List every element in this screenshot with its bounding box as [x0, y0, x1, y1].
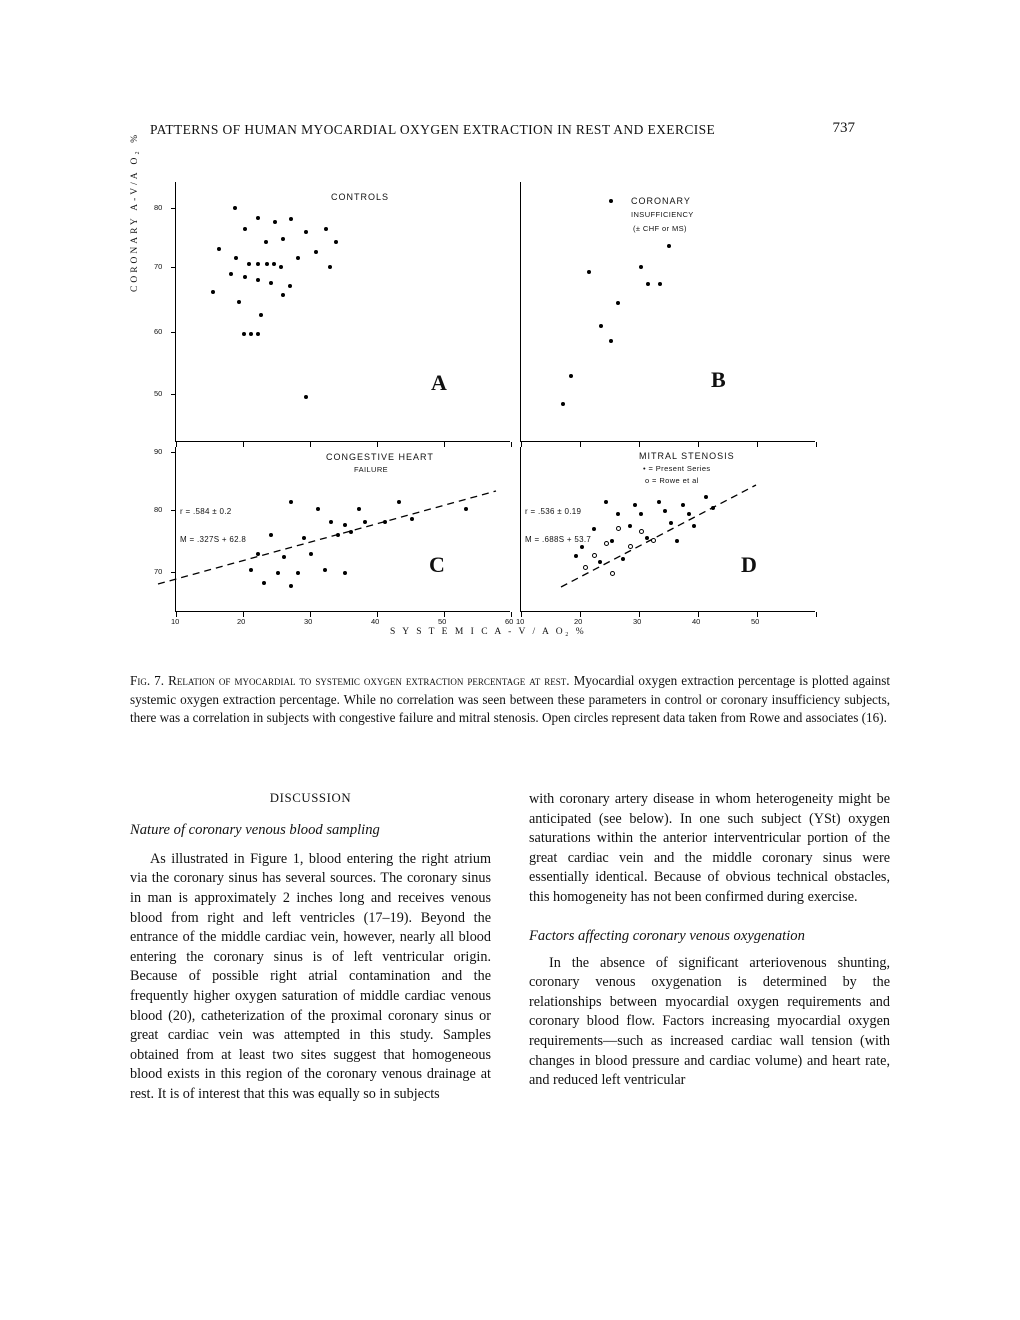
figure-caption-label: Fig. 7.: [130, 673, 165, 688]
panel-d-xtick-40: 40: [692, 617, 701, 626]
panel-c-correlation: r = .584 ± 0.2: [180, 507, 232, 516]
subheading-sampling: Nature of coronary venous blood sampling: [130, 821, 380, 838]
panel-d-correlation: r = .536 ± 0.19: [525, 507, 582, 516]
paragraph-factors: In the absence of significant arteriovenous shunting, coronary venous oxygenation is determined by the relationships between myocardial oxygen requirements and coronary blood flow. Factors increasing myocardial oxygen requirements—such as increased cardiac wall tension (with changes in blood pressure and cardiac volume) and heart rate, and reduced left ventricular: [529, 954, 890, 1089]
paragraph-sampling: As illustrated in Figure 1, blood entering the right atrium via the coronary sinus has several sources. The coronary sinus in man is approximately 2 inches long and receives venous blood from right and left ventricles (17–19). Beyond the entrance of the middle cardiac vein, however, nearly all blood entering the coronary sinus is of left ventricular origin. Because of possible right atrial contamination and the frequently higher oxygen saturation of middle cardiac venous blood (20), catheterization of the proximal coronary sinus or great cardiac vein was attempted in this study. Samples obtained from at least two sites suggest that homogeneous blood exists in this region of the coronary venous drainage at rest. It is of interest that this was equally so in subjects: [130, 850, 491, 1102]
subheading-factors: Factors affecting coronary venous oxygenation: [529, 927, 805, 944]
figure-caption-text: Myocardial oxygen extraction percentage is plotted against systemic oxygen extraction percentage. While no correlation was seen between these parameters in control or coronary insufficiency subjects, there was a correlation in subjects with congestive failure and mitral stenosis. Open circles represent data taken from Rowe and associates (16).: [130, 673, 891, 726]
panel-c-title: CONGESTIVE HEART: [326, 452, 434, 462]
x-axis-label: S Y S T E M I C A - V / A O₂ %: [390, 627, 587, 637]
panel-d-xtick-10: 10: [516, 617, 525, 626]
panel-c-xtick-40: 40: [371, 617, 380, 626]
panel-d-xtick-50: 50: [751, 617, 760, 626]
figure-caption: [130, 672, 890, 728]
panel-b-subtitle-2: (± CHF or MS): [633, 224, 687, 233]
panel-c-subtitle: FAILURE: [354, 465, 389, 474]
panel-d-regression: M = .688S + 53.7: [525, 535, 592, 544]
panel-a-ytick-70: 70: [154, 262, 163, 271]
panel-c-trendline: [176, 447, 511, 612]
panel-a-ytick-50: 50: [154, 389, 163, 398]
running-head: PATTERNS OF HUMAN MYOCARDIAL OXYGEN EXTRACTION IN REST AND EXERCISE: [150, 122, 716, 137]
panel-d: [516, 447, 815, 626]
panel-c-xtick-20: 20: [237, 617, 246, 626]
paragraph-continued: with coronary artery disease in whom heterogeneity might be anticipated (see below). In one such subject (YSt) oxygen saturations within the anterior interventricular portion of the great cardiac vein and the middle coronary sinus were essentially identical. Because of obvious technical obstacles, this homogeneity has not been confirmed during exercise.: [529, 791, 890, 905]
panel-a-ytick-80: 80: [154, 203, 163, 212]
panel-b-subtitle-1: INSUFFICIENCY: [631, 210, 694, 219]
panel-d-letter: D: [741, 552, 757, 577]
panel-c-xtick-10: 10: [171, 617, 180, 626]
panel-c-ytick-80: 80: [154, 505, 163, 514]
body-columns: [130, 790, 890, 1105]
panel-d-legend-rowe: o = Rowe et al: [645, 476, 699, 485]
panel-c-xtick-30: 30: [304, 617, 313, 626]
y-axis-label: CORONARY A-V/A O₂ %: [130, 132, 140, 292]
panel-c-xtick-60: 60: [505, 617, 514, 626]
panel-c-ytick-70: 70: [154, 567, 163, 576]
panel-d-title: MITRAL STENOSIS: [639, 451, 735, 461]
panel-d-xtick-30: 30: [633, 617, 642, 626]
panel-a-title: CONTROLS: [331, 192, 390, 202]
figure-7: [130, 132, 870, 642]
section-heading-discussion: DISCUSSION: [269, 791, 352, 805]
left-column: [130, 790, 491, 1105]
panel-b-title: CORONARY: [631, 196, 691, 206]
panel-d-trendline: [521, 447, 816, 612]
panel-b: [520, 182, 815, 442]
panel-d-xtick-20: 20: [574, 617, 583, 626]
page-number: 737: [832, 120, 855, 136]
panel-c-regression: M = .327S + 62.8: [180, 535, 247, 544]
right-column: [529, 790, 890, 1105]
figure-caption-title: Relation of myocardial to systemic oxygen extraction percentage at rest.: [168, 673, 570, 688]
panel-c-ytick-90: 90: [154, 447, 163, 456]
panel-c-xtick-50: 50: [438, 617, 447, 626]
panel-d-legend-present: • = Present Series: [643, 464, 711, 473]
panel-c-letter: C: [429, 552, 445, 577]
panel-a-ytick-60: 60: [154, 327, 163, 336]
panel-a: [154, 182, 510, 442]
panel-a-letter: A: [431, 370, 447, 395]
panel-b-letter: B: [711, 367, 726, 392]
panel-c: [154, 447, 514, 626]
